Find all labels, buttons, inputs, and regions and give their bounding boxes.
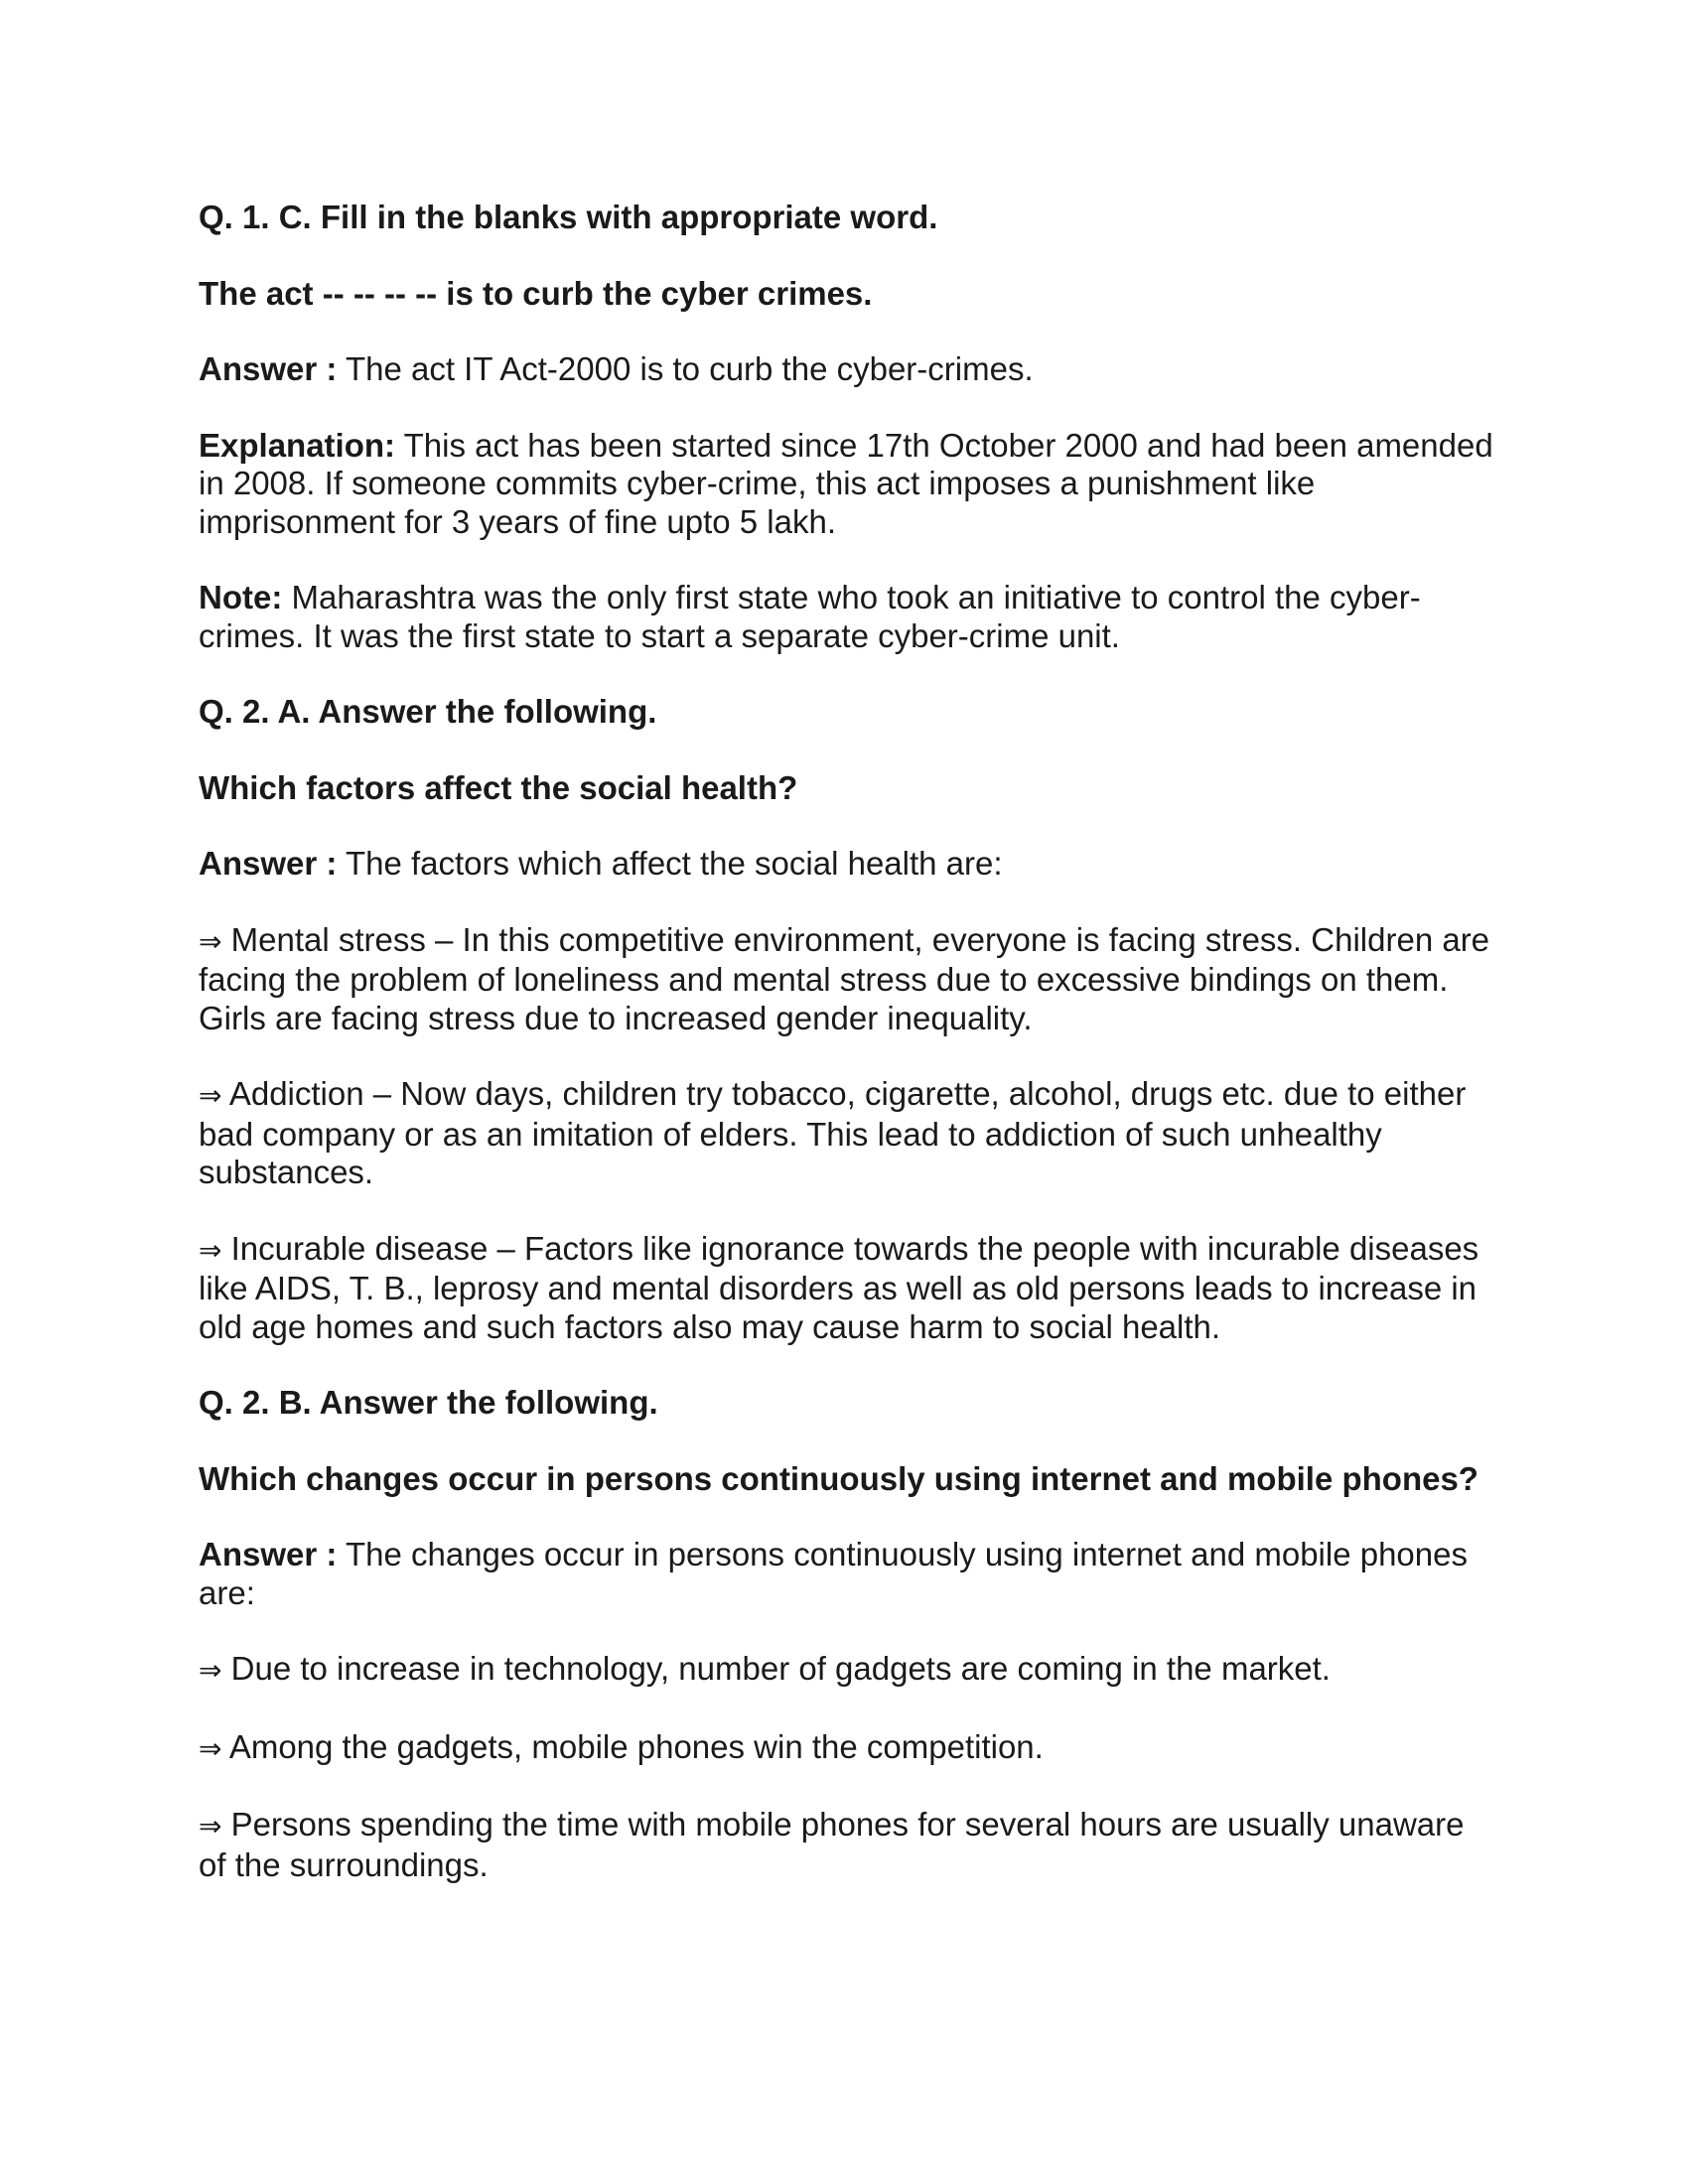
q2a-heading: Q. 2. A. Answer the following. (199, 693, 657, 730)
implies-arrow-icon: ⇒ (199, 1079, 222, 1112)
q1c-heading: Q. 1. C. Fill in the blanks with appropriate word. (199, 199, 938, 235)
q2b-point (199, 1650, 1499, 1691)
implies-arrow-icon: ⇒ (199, 924, 222, 958)
implies-arrow-icon: ⇒ (199, 1731, 222, 1765)
implies-arrow-icon: ⇒ (199, 1810, 222, 1843)
q2a-answer (199, 845, 1499, 884)
point-text: Due to increase in technology, number of gadgets are coming in the market. (230, 1650, 1331, 1687)
answer-label: Answer : (199, 845, 338, 882)
document-page (199, 199, 1499, 1922)
explanation-label: Explanation: (199, 426, 396, 464)
answer-text: The changes occur in persons continuously using internet and mobile phones are: (199, 1536, 1468, 1611)
answer-label: Answer : (199, 1536, 338, 1572)
explanation-text: This act has been started since 17th October 2000 and had been amended in 2008. If someone commits cyber-crime, this act imposes a punishment like imprisonment for 3 years of fine upto 5 lakh. (199, 426, 1493, 540)
point-text: Mental stress – In this competitive environment, everyone is facing stress. Children are facing the problem of loneliness and mental stress due to excessive bindings on them. Girls are facing stress due to increased gender inequality. (199, 920, 1490, 1036)
note-text: Maharashtra was the only first state who took an initiative to control the cyber-crimes. It was the first state to start a separate cyber-crime unit. (199, 579, 1421, 654)
point-text: Among the gadgets, mobile phones win the competition. (228, 1727, 1044, 1765)
point-text: Addiction – Now days, children try tobacco, cigarette, alcohol, drugs etc. due to either bad company or as an imitation of elders. This lead to addiction of such unhealthy substances. (199, 1075, 1467, 1190)
implies-arrow-icon: ⇒ (199, 1654, 222, 1687)
point-text: Incurable disease – Factors like ignorance towards the people with incurable diseases like AIDS, T. B., leprosy and mental disorders as well as old persons leads to increase in old age homes and such factors also may cause harm to social health. (199, 1229, 1479, 1345)
q2b-answer (199, 1536, 1499, 1612)
q2a-point (199, 1230, 1499, 1347)
answer-label: Answer : (199, 350, 338, 387)
answer-text: The factors which affect the social health are: (345, 845, 1003, 882)
q2b-heading: Q. 2. B. Answer the following. (199, 1384, 658, 1421)
q1c-answer (199, 350, 1499, 389)
q2a-point (199, 921, 1499, 1038)
note-label: Note: (199, 579, 283, 615)
implies-arrow-icon: ⇒ (199, 1233, 222, 1267)
q2a-question: Which factors affect the social health? (199, 768, 798, 806)
q2b-point (199, 1806, 1499, 1884)
q2b-question: Which changes occur in persons continuously using internet and mobile phones? (199, 1459, 1478, 1497)
q1c-explanation (199, 427, 1499, 542)
q1c-question: The act -- -- -- -- is to curb the cyber crimes. (199, 274, 873, 312)
q2a-point (199, 1075, 1499, 1192)
q1c-note (199, 579, 1499, 655)
answer-text: The act IT Act-2000 is to curb the cyber-crimes. (345, 350, 1034, 387)
point-text: Persons spending the time with mobile phones for several hours are usually unaware of the surroundings. (199, 1806, 1465, 1883)
q2b-point (199, 1728, 1499, 1769)
